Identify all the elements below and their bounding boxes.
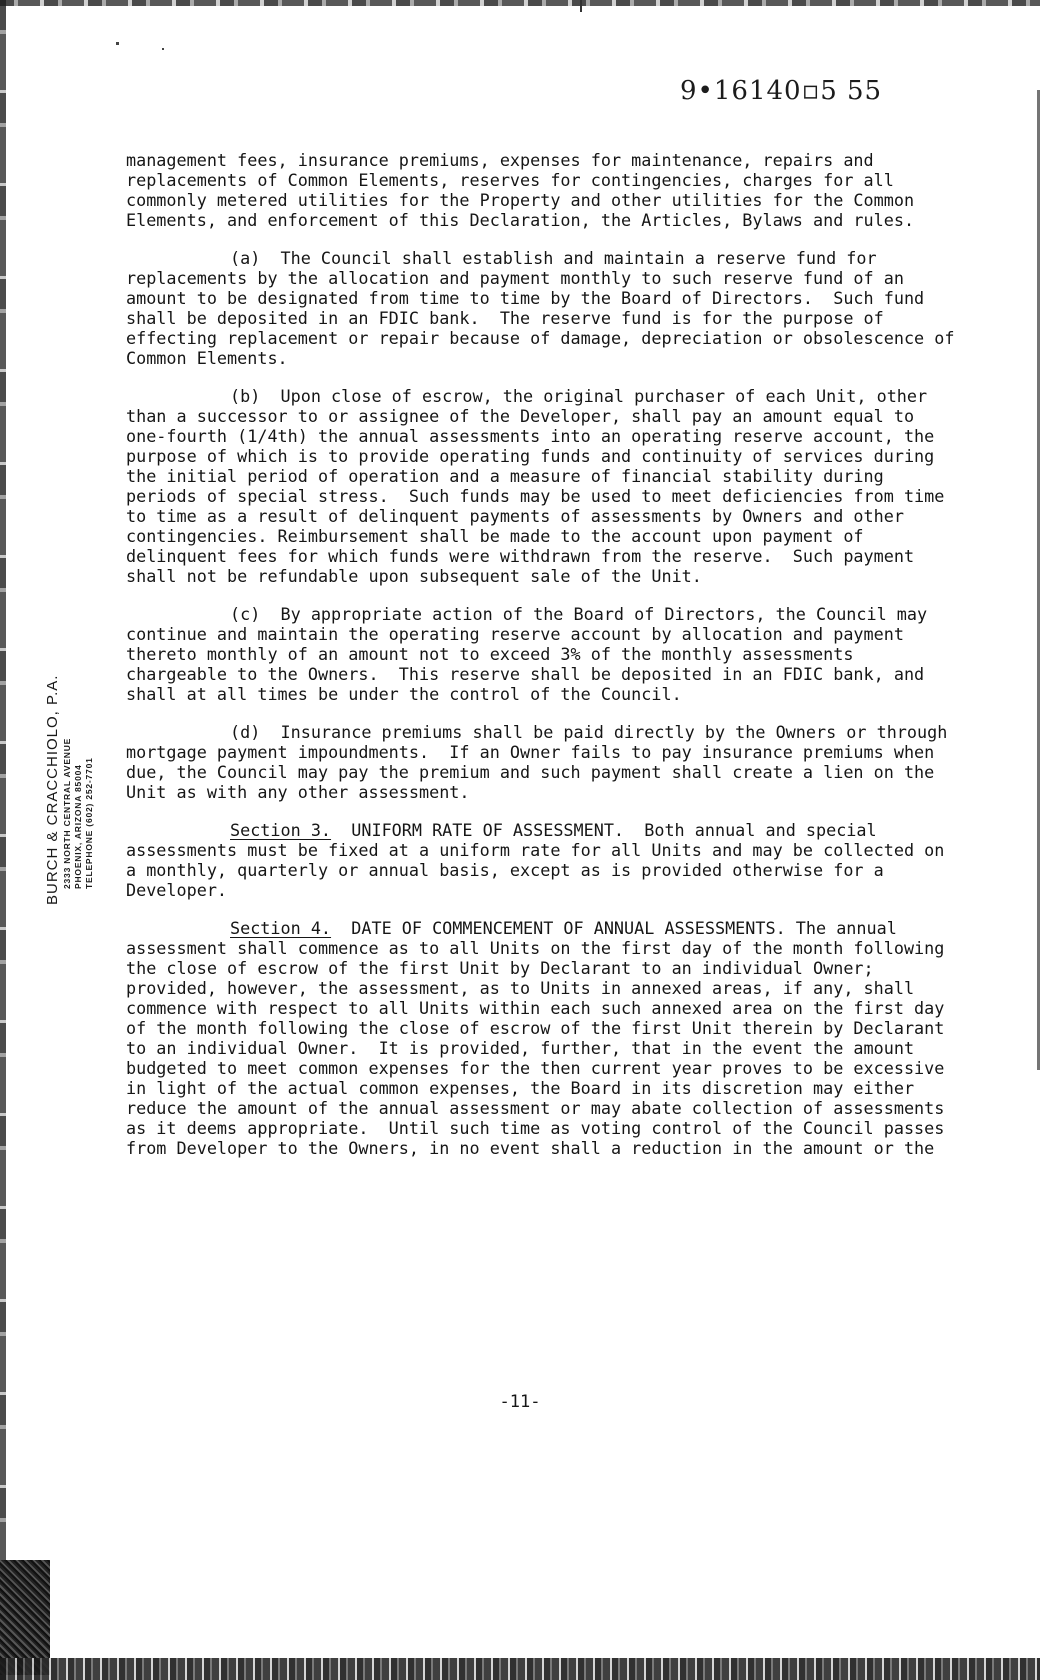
paragraph-a: (a) The Council shall establish and maintain a reserve fund for replacements by the allocation and payment monthly to such reserve fund of an amount to be designated from time to time by the Board of Directors. Such fund shall be deposited in an FDIC bank. The reserve fund is for the purpose of effecting replacement or repair because of damage, depreciation or obsolescence of Common Elements.: [126, 248, 965, 368]
paragraph-b: (b) Upon close of escrow, the original purchaser of each Unit, other than a successor to or assignee of the Developer, shall pay an amount equal to one-fourth (1/4th) the annual assessments into an operating reserve account, the purpose of which is to provide operating funds and continuity of services during the initial period of operation and a measure of financial stability during periods of special stress. Such funds may be used to meet deficiencies from time to time as a result of delinquent payments of assessments by Owners and other contingencies. Reimbursement shall be made to the account upon payment of delinquent fees for which funds were withdrawn from the reserve. Such payment shall not be refundable upon subsequent sale of the Unit.: [126, 386, 955, 586]
scan-edge-bottom: [0, 1658, 1040, 1680]
section-4-heading: Section 4.: [230, 918, 332, 938]
firm-address: 2333 NORTH CENTRAL AVENUE: [62, 737, 72, 889]
firm-name: BURCH & CRACCHIOLO, P.A.: [44, 674, 61, 905]
section-3-heading: Section 3.: [230, 820, 332, 840]
paragraph-intro: management fees, insurance premiums, expenses for maintenance, repairs and replacements of Common Elements, reserves for contingencies, charges for all commonly metered utilities for the Property and other utilities for the Common Elements, and enforcement of this Declaration, the Articles, Bylaws and rules.: [126, 150, 925, 230]
document-number: 9•16140▫5 55: [680, 76, 883, 106]
section-3: [126, 820, 956, 900]
paragraph-d: (d) Insurance premiums shall be paid directly by the Owners or through mortgage payment impoundments. If an Owner fails to pay insurance premiums when due, the Council may pay the premium and such payment shall create a lien on the Unit as with any other assessment.: [126, 722, 958, 802]
document-body: [126, 150, 965, 1176]
scan-edge-top: [0, 0, 1040, 6]
scan-speck: [580, 0, 582, 12]
section-4: [126, 918, 956, 1158]
scan-speck: [162, 48, 164, 50]
scan-speck: [116, 42, 119, 45]
firm-city: PHOENIX, ARIZONA 85004: [73, 764, 83, 889]
firm-telephone: TELEPHONE (602) 252-7701: [84, 757, 94, 889]
section-4-text: DATE OF COMMENCEMENT OF ANNUAL ASSESSMENTS. The annual assessment shall commence as to all Units on the first day of the month following the close of escrow of the first Unit by Declarant to an individual Owner; provided, however, the assessment, as to Units in annexed areas, if any, shall commence with respect to all Units within each such annexed area on the first day of the month following the close of escrow of the first Unit therein by Declarant to an individual Owner. It is provided, further, that in the event the amount budgeted to meet common expenses for the then current year proves to be excessive in light of the actual common expenses, the Board in its discretion may either reduce the amount of the annual assessment or may abate collection of assessments as it deems appropriate. Until such time as voting control of the Council passes from Developer to the Owners, in no event shall a reduction in the amount or the: [126, 918, 955, 1158]
scan-edge-left: [0, 0, 6, 1680]
section-3-text: UNIFORM RATE OF ASSESSMENT. Both annual and special assessments must be fixed at a uniform rate for all Units and may be collected on a monthly, quarterly or annual basis, except as is provided otherwise for a Developer.: [126, 820, 955, 900]
paragraph-c: (c) By appropriate action of the Board of Directors, the Council may continue and maintain the operating reserve account by allocation and payment thereto monthly of an amount not to exceed 3% of the monthly assessments chargeable to the Owners. This reserve shall be deposited in an FDIC bank, and shall at all times be under the control of the Council.: [126, 604, 938, 704]
law-firm-margin-stamp: [44, 625, 124, 905]
page-number: -11-: [499, 1392, 541, 1412]
